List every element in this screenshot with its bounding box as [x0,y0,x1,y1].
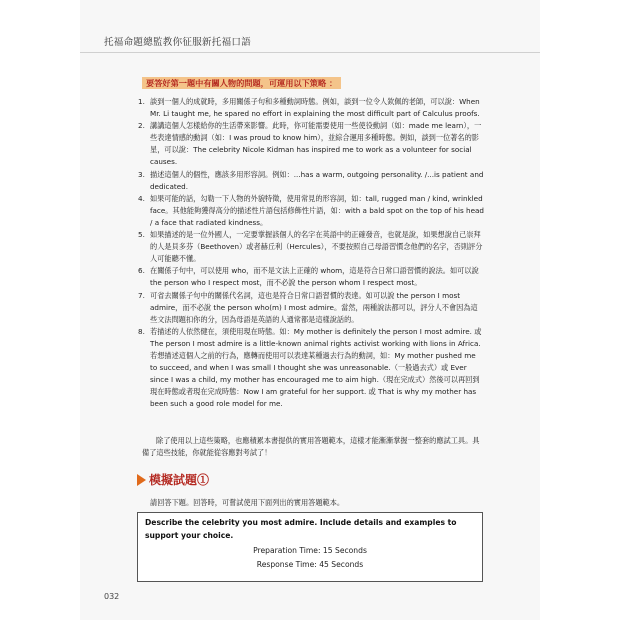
item-text: 講講這個人怎樣給你的生活帶來影響。此時，你可能需要使用一些使役動詞（如：made me learn），一些表達情感的動詞（如：I was proud to know him），並綜合運用多種時態。例如，談到一位著名的影星，可以說：The celebrity Nicole Kidman has inspired me to work as a volunteer for social causes. [150,121,482,167]
item-number: 1. [138,97,145,106]
practice-title-text: 模擬試題① [149,473,210,487]
list-item [138,229,484,265]
response-time: Response Time: 45 Seconds [256,560,364,569]
running-header: 托福命題總監教你征服新托福口語 [104,37,252,48]
list-item [138,265,484,289]
closing-paragraph: 除了使用以上這些策略，也應積累本書提供的實用答題範本，這樣才能漸漸掌握一整套的應試工具。具備了這些技能，你就能從容應對考試了！ [142,436,480,458]
preparation-time: Preparation Time: 15 Seconds [253,546,367,555]
item-number: 4. [138,193,145,203]
item-number: 3. [138,169,145,179]
triangle-arrow-icon [137,474,146,486]
item-number: 5. [138,230,145,240]
practice-instruction: 請回答下題。回答時，可嘗試使用下面列出的實用答題範本。 [150,498,345,507]
practice-title [137,472,209,488]
item-text: 若描述的人依然健在，須使用現在時態。如：My mother is definitely the person I most admire. 或 The person I most admire is a little-known animal rights activist working with lions in Africa. 若想描述這個人之前的行為，應轉而使用可以表達某種過去行為的動詞，如：My mother pushed me to succeed, and when I was small I thought she was unreasonable.（一般過去式）或 Ever since I was a child, my mother has encouraged me to aim high.（現在完成式）然後可以再回到現在時態或者現在完成時態：Now I am grateful for her support. 或 That is why my mother has been such a good role model for me. [150,326,482,409]
item-number: 2. [138,121,145,131]
item-text: 如果描述的是一位外國人，一定要掌握該個人的名字在英語中的正確發音，也就是說，如果想說自己崇拜的人是貝多芬（Beethoven）或者赫丘利（Hercules），不要按照自己母語習慣念他們的名字，否則評分人可能聽不懂。 [150,230,483,264]
item-text: 可省去關係子句中的關係代名詞，這也是符合日常口語習慣的表達。如可以說 the person I most admire，而不必說 the person who(m) I most admire。當然，兩種說法都可以，評分人不會因為這些文法問題扣你的分，因為母語是英語的人通常都是這樣說話的。 [150,290,478,324]
item-text: 描述這個人的個性，應該多用形容詞。例如：...has a warm, outgoing personality. /...is patient and dedicated. [150,169,484,191]
list-item [138,120,484,168]
item-text: 在關係子句中，可以使用 who，而不是文法上正確的 whom，這是符合日常口語習慣的說法。如可以說 the person who I respect most，而不必說 the person whom I respect most。 [150,266,479,288]
strategy-list [138,96,484,410]
item-number: 6. [138,266,145,276]
question-text: Describe the celebrity you most admire. Include details and examples to support your choice. [145,518,457,540]
item-number: 8. [138,326,145,336]
item-text: 談到一個人的成就時，多用關係子句和多種動詞時態。例如，談到一位令人欽佩的老師，可以說：When Mr. Li taught me, he spared no effort in explaining the most difficult part of Calculus proofs. [150,97,480,119]
header-divider [80,52,540,53]
page-number: 032 [104,592,120,601]
question-box [137,512,483,582]
list-item [138,290,484,326]
list-item [138,169,484,193]
item-text: 如果可能的話，勾勒一下人物的外貌特徵，使用常見的形容詞，如：tall, rugged man / kind, wrinkled face。其他能夠獲得高分的描述性片語包括修飾性片語，如：with a bald spot on the top of his head / a face that radiated kindness。 [150,193,484,227]
list-item [138,326,484,411]
list-item [138,193,484,229]
strategy-heading: 要答好第一題中有關人物的問題，可運用以下策略 ： [142,77,341,89]
list-item [138,96,484,120]
item-number: 7. [138,290,145,300]
